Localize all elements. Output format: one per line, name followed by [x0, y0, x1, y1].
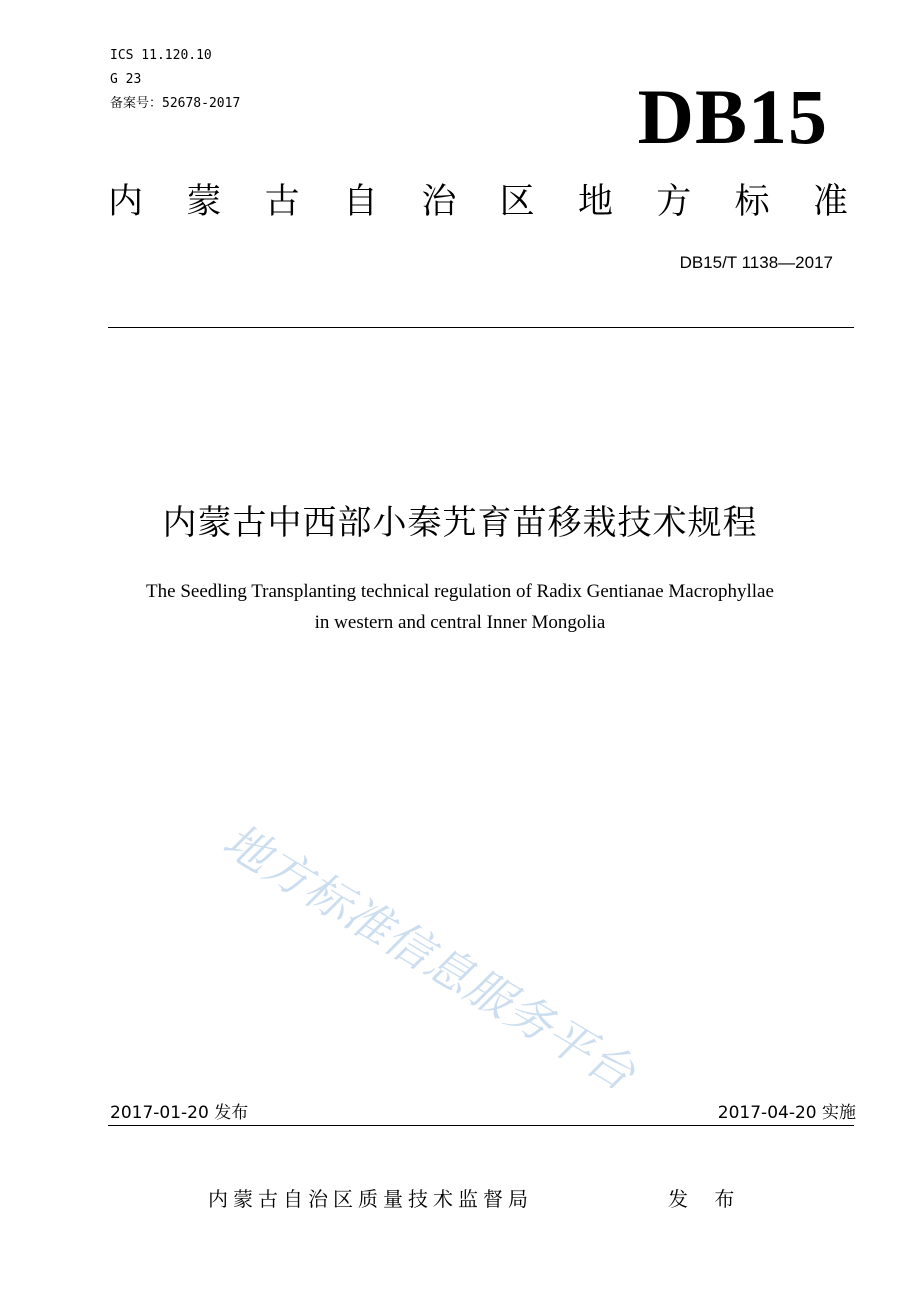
- watermark: 地方标准信息服务平台: [214, 812, 645, 1102]
- implementation-date: 2017-04-20 实施: [717, 1103, 856, 1123]
- issue-date: 2017-01-20 发布: [110, 1103, 249, 1123]
- standard-type-char: 古: [264, 182, 300, 222]
- issuing-authority: 内蒙古自治区质量技术监督局: [208, 1187, 533, 1211]
- standard-type-char: 标: [734, 182, 770, 222]
- standard-number: DB15/T 1138—2017: [679, 253, 833, 272]
- standard-type-char: 治: [421, 182, 457, 222]
- standard-type-char: 地: [577, 182, 613, 222]
- standard-type-char: 方: [656, 182, 692, 222]
- issue-label: 发 布: [668, 1187, 745, 1211]
- document-title-chinese: 内蒙古中西部小秦艽育苗移栽技术规程: [162, 503, 758, 543]
- standard-type-char: 蒙: [186, 182, 222, 222]
- db15-logo: DB15: [637, 73, 828, 160]
- filing-number: 备案号：52678-2017: [110, 96, 241, 111]
- standard-type-char: 区: [499, 182, 535, 222]
- top-divider: [108, 327, 854, 328]
- standard-type-char: 准: [812, 182, 848, 222]
- bottom-divider: [108, 1125, 854, 1126]
- standard-type-char: 自: [342, 182, 378, 222]
- classification-code: G 23: [110, 72, 142, 87]
- ics-code: ICS 11.120.10: [110, 48, 212, 63]
- document-title-english-line-2: in western and central Inner Mongolia: [314, 612, 606, 633]
- standard-type-title: [108, 178, 848, 226]
- standard-type-char: 内: [108, 182, 144, 222]
- document-title-english-line-1: The Seedling Transplanting technical regulation of Radix Gentianae Macrophyllae: [146, 581, 774, 602]
